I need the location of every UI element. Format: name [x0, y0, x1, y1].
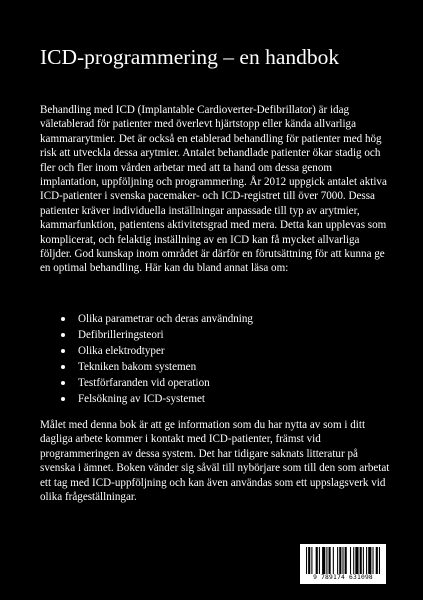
- barcode-bar: [342, 547, 343, 574]
- barcode-bar: [329, 547, 331, 574]
- bullet-dot-icon: [61, 381, 65, 385]
- barcode-bar: [337, 547, 338, 574]
- bullet-dot-icon: [61, 397, 65, 401]
- barcode-bar: [353, 547, 354, 574]
- list-item: [40, 359, 380, 375]
- list-item: [40, 311, 380, 327]
- barcode-bar: [339, 547, 341, 574]
- intro-paragraph: [40, 103, 392, 276]
- barcode-bar: [306, 547, 307, 574]
- list-item: [40, 327, 380, 343]
- list-item-text: Tekniken bakom systemen: [78, 361, 197, 374]
- barcode-icon: [306, 547, 380, 574]
- barcode-bar: [363, 547, 364, 574]
- barcode-bar: [319, 547, 320, 574]
- barcode-bar: [311, 547, 312, 574]
- topic-list: [40, 311, 380, 408]
- barcode-bar: [379, 547, 380, 574]
- barcode-bar: [326, 547, 327, 574]
- bullet-dot-icon: [61, 333, 65, 337]
- barcode-bar: [316, 547, 318, 574]
- barcode-bar: [366, 547, 367, 574]
- intro-text: Behandling med ICD (Implantable Cardioverter-Defibrillator) är idag väletablerad för patienter med överlevt hjärtstopp eller kända allvarliga kammararytmier. Det är också en etablerad behandling för patienter med hög risk att utveckla dessa arytmier. Antalet behandlade patienter ökar stadig och fler och fler inom vården arbetar med att ta hand om dessa genom implantation, uppföljning och programmering. År 2012 uppgick antalet aktiva ICD-patienter i svenska pacemaker- och ICD-registret till över 7000. Dessa patienter kräver individuella inställningar anpassade till typ av arytmier, kammarfunktion, patientens aktivitetsgrad med mera. Detta kan upplevas som komplicerat, och felaktig inställning av en ICD kan få mycket allvarliga följder. God kunskap inom området är därför en förutsättning för att kunna ge en optimal behandling. Här kan du bland annat läsa om:: [40, 104, 387, 275]
- barcode-bar: [355, 547, 358, 574]
- list-item: [40, 391, 380, 407]
- barcode-bar: [350, 547, 351, 574]
- closing-paragraph: [40, 418, 392, 504]
- barcode-bar: [372, 547, 373, 574]
- barcode-bar: [345, 547, 347, 574]
- bullet-dot-icon: [61, 365, 65, 369]
- list-item: [40, 343, 380, 359]
- list-item-text: Olika elektrodtyper: [78, 345, 165, 358]
- closing-text: Målet med denna bok är att ge information som du har nytta av som i ditt dagliga arbete kommer i kontakt med ICD-patienter, främst vid programmeringen av dessa system. Det har tidigare saknats litteratur på svenska i ämnet. Boken vänder sig såväl till nybörjare som till den som arbetat ett tag med ICD-uppföljning och kan även användas som ett uppslagsverk vid olika frågeställningar.: [40, 419, 390, 504]
- bullet-dot-icon: [61, 349, 65, 353]
- isbn-number: 9 789174 631098: [313, 574, 373, 581]
- barcode-bar: [308, 547, 310, 574]
- barcode-bar: [368, 547, 371, 574]
- barcode-bar: [322, 547, 325, 574]
- isbn-barcode: [300, 544, 386, 584]
- list-item-text: Defibrilleringsteori: [78, 329, 164, 342]
- list-item-text: Testförfaranden vid operation: [78, 377, 210, 390]
- bullet-dot-icon: [61, 317, 65, 321]
- list-item: [40, 375, 380, 391]
- barcode-bar: [333, 547, 334, 574]
- list-item-text: Olika parametrar och deras användning: [78, 313, 253, 325]
- list-item-text: Felsökning av ICD-systemet: [78, 393, 205, 406]
- barcode-bar: [360, 547, 362, 574]
- book-title: ICD-programmering – en handbok: [40, 45, 340, 69]
- barcode-bar: [376, 547, 378, 574]
